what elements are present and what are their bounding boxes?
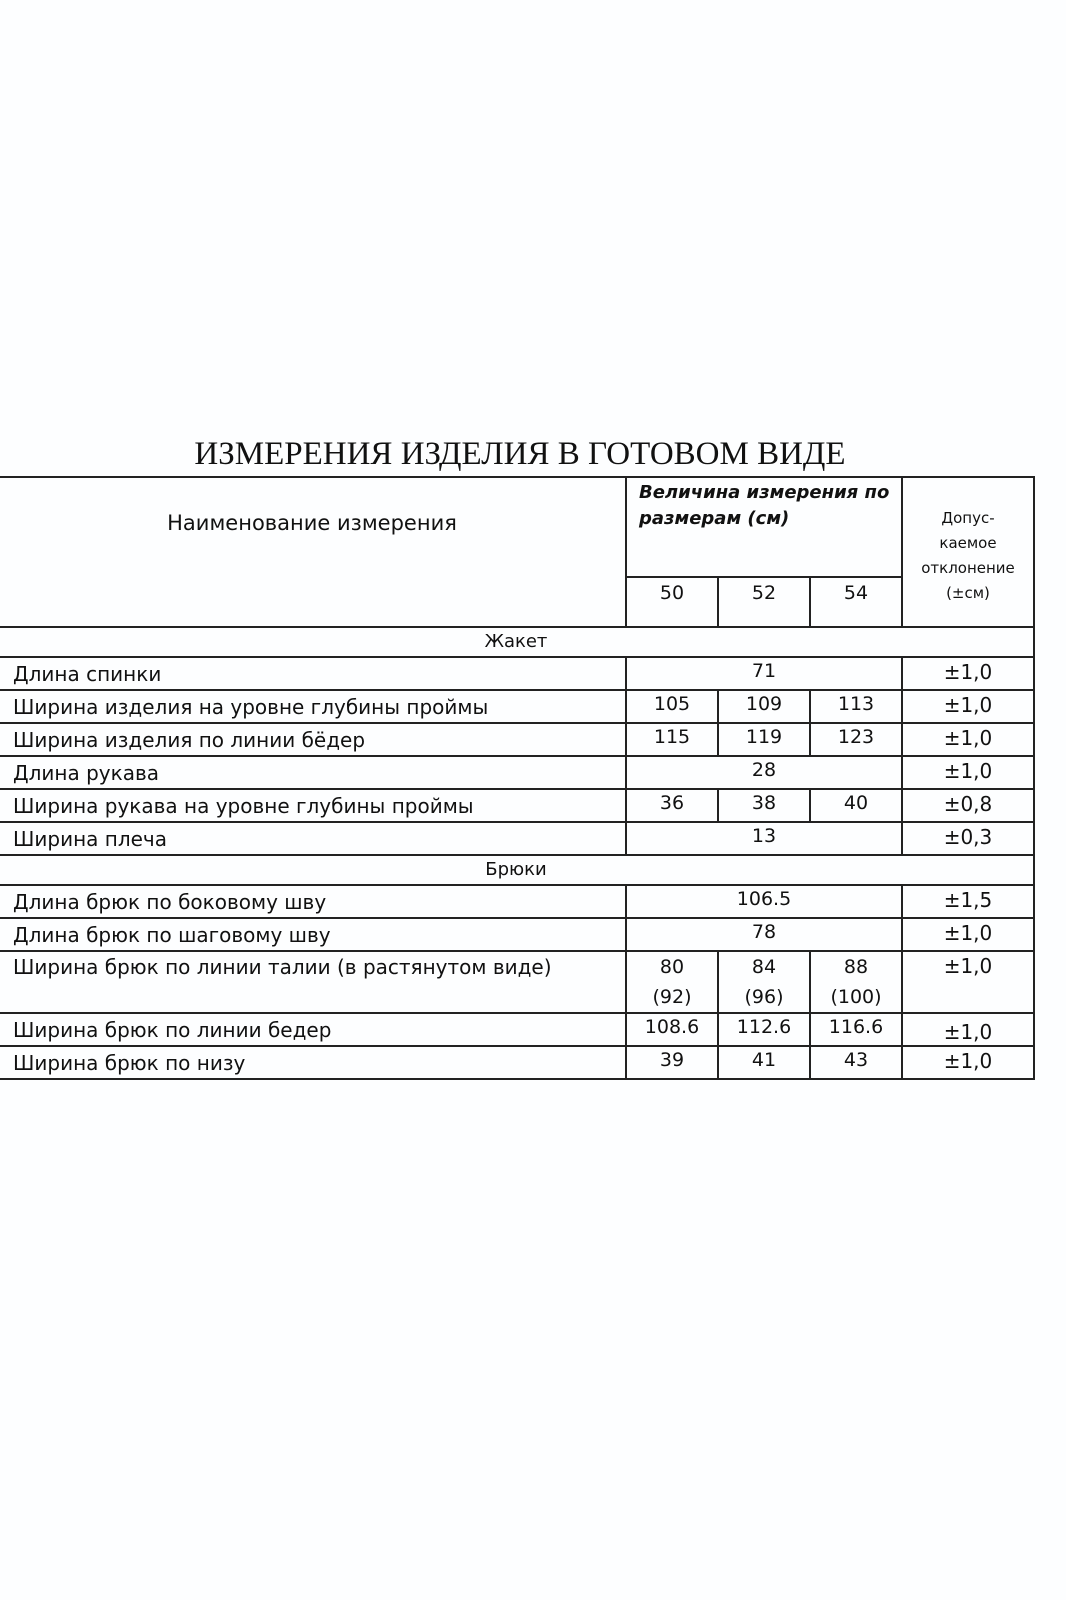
measurement-name: Ширина изделия по линии бёдер: [0, 723, 626, 756]
merged-value: 13: [626, 822, 902, 855]
table-row: [0, 885, 1034, 918]
size-value: [810, 951, 902, 1013]
table-row: [0, 918, 1034, 951]
size-value: [718, 951, 810, 1013]
header-row: [0, 477, 1034, 577]
merged-value: 106.5: [626, 885, 902, 918]
table-row: [0, 789, 1034, 822]
tolerance-value: ±1,0: [902, 756, 1034, 789]
measurement-name: Длина рукава: [0, 756, 626, 789]
header-tolerance: [902, 477, 1034, 627]
tolerance-value: ±1,0: [902, 723, 1034, 756]
tolerance-line: отклонение: [921, 559, 1015, 577]
size-value: 36: [626, 789, 718, 822]
table-row: [0, 1046, 1034, 1079]
tolerance-value: ±1,0: [902, 1013, 1034, 1046]
size-value: 41: [718, 1046, 810, 1079]
tolerance-value: ±1,0: [902, 690, 1034, 723]
measurement-name: Ширина плеча: [0, 822, 626, 855]
measurement-name: Ширина рукава на уровне глубины проймы: [0, 789, 626, 822]
tolerance-value: ±1,0: [902, 918, 1034, 951]
table-row: [0, 657, 1034, 690]
tolerance-line: каемое: [939, 534, 997, 552]
tolerance-value: ±0,8: [902, 789, 1034, 822]
size-value-primary: 88: [843, 956, 869, 978]
size-value: 109: [718, 690, 810, 723]
size-value: 38: [718, 789, 810, 822]
merged-value: 28: [626, 756, 902, 789]
measurement-name: Длина брюк по боковому шву: [0, 885, 626, 918]
size-value: 39: [626, 1046, 718, 1079]
size-value: 123: [810, 723, 902, 756]
table-row: [0, 951, 1034, 1013]
section-row: [0, 627, 1034, 657]
tolerance-value: ±1,5: [902, 885, 1034, 918]
header-measurement-name: Наименование измерения: [0, 477, 626, 627]
header-size-54: 54: [810, 577, 902, 627]
tolerance-line: (±см): [946, 584, 990, 602]
size-value-stretched: (92): [652, 986, 692, 1008]
section-row: [0, 855, 1034, 885]
header-size-group: Величина измерения по размерам (см): [626, 477, 902, 577]
tolerance-value: ±0,3: [902, 822, 1034, 855]
size-value: 116.6: [810, 1013, 902, 1046]
measurement-name: Длина брюк по шаговому шву: [0, 918, 626, 951]
merged-value: 71: [626, 657, 902, 690]
section-title: Жакет: [0, 627, 1034, 657]
size-value: 40: [810, 789, 902, 822]
size-value: 105: [626, 690, 718, 723]
size-value: 108.6: [626, 1013, 718, 1046]
tolerance-value: ±1,0: [902, 1046, 1034, 1079]
size-value-primary: 84: [751, 956, 777, 978]
measurement-name: Ширина брюк по линии бедер: [0, 1013, 626, 1046]
document-title: ИЗМЕРЕНИЯ ИЗДЕЛИЯ В ГОТОВОМ ВИДЕ: [194, 436, 846, 472]
table-row: [0, 723, 1034, 756]
size-value-stretched: (96): [744, 986, 784, 1008]
size-value: 112.6: [718, 1013, 810, 1046]
table-row: [0, 822, 1034, 855]
measurement-name: Длина спинки: [0, 657, 626, 690]
measurement-name: Ширина изделия на уровне глубины проймы: [0, 690, 626, 723]
table-row: [0, 756, 1034, 789]
size-value: 115: [626, 723, 718, 756]
size-value: 113: [810, 690, 902, 723]
measurements-table: [0, 476, 1035, 1080]
size-value: [626, 951, 718, 1013]
size-value-stretched: (100): [830, 986, 882, 1008]
tolerance-value: ±1,0: [902, 951, 1034, 1013]
size-value: 43: [810, 1046, 902, 1079]
size-value: 119: [718, 723, 810, 756]
header-size-52: 52: [718, 577, 810, 627]
tolerance-value: ±1,0: [902, 657, 1034, 690]
tolerance-line: Допус-: [941, 509, 995, 527]
merged-value: 78: [626, 918, 902, 951]
table-row: [0, 690, 1034, 723]
section-title: Брюки: [0, 855, 1034, 885]
size-value-primary: 80: [659, 956, 685, 978]
measurement-name: Ширина брюк по низу: [0, 1046, 626, 1079]
header-size-50: 50: [626, 577, 718, 627]
table-row: [0, 1013, 1034, 1046]
measurement-name: Ширина брюк по линии талии (в растянутом виде): [0, 951, 626, 1013]
